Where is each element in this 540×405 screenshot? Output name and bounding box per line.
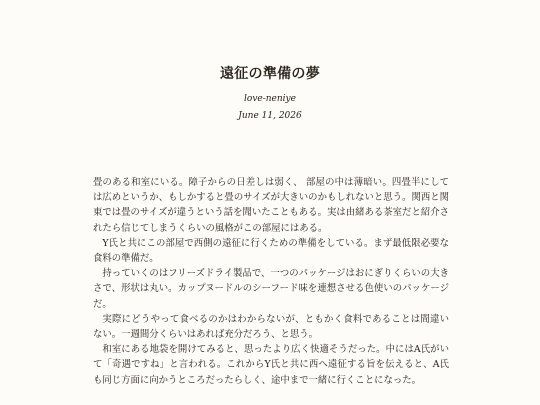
document-date: June 11, 2026 <box>238 111 302 121</box>
paragraph-4: 実際にどうやって食べるのかはわからないが、ともかく食料であることは間違いない。一週間分くらいはあれば充分だろう、と思う。 <box>93 313 449 341</box>
document-author: love-neniye <box>244 94 296 104</box>
document-title: 遠征の準備の夢 <box>219 66 321 82</box>
paragraph-2: Y氏と共にこの部屋で西側の遠征に行くための準備をしている。まず最低限必要な食料の準備だ。 <box>93 237 449 265</box>
paragraph-3: 持っていくのはフリーズドライ製品で、一つのパッケージはおにぎりくらいの大きさで、形状は丸い。カップヌードルのシーフード味を連想させる色使いのパッケージだ。 <box>93 268 449 310</box>
paragraph-5: 和室にある地袋を開けてみると、思ったより広く快適そうだった。中にはA氏がいて「奇遇ですね」と言われる。これからY氏と共に西へ遠征する旨を伝えると、A氏も同じ方面に向かうところだったらしく、途中まで一緒に行くことになった。 <box>93 344 449 386</box>
document-body <box>93 175 449 388</box>
paragraph-1: 畳のある和室にいる。障子からの日差しは弱く、 部屋の中は薄暗い。四畳半にしては広めというか、もしかすると畳のサイズが大きいのかもしれないと思う。関西と関東では畳のサイズが違うという話を聞いたこともある。実は由緒ある茶室だと紹介されたら信じてしまうくらいの風格がこの部屋にはある。 <box>93 177 449 234</box>
